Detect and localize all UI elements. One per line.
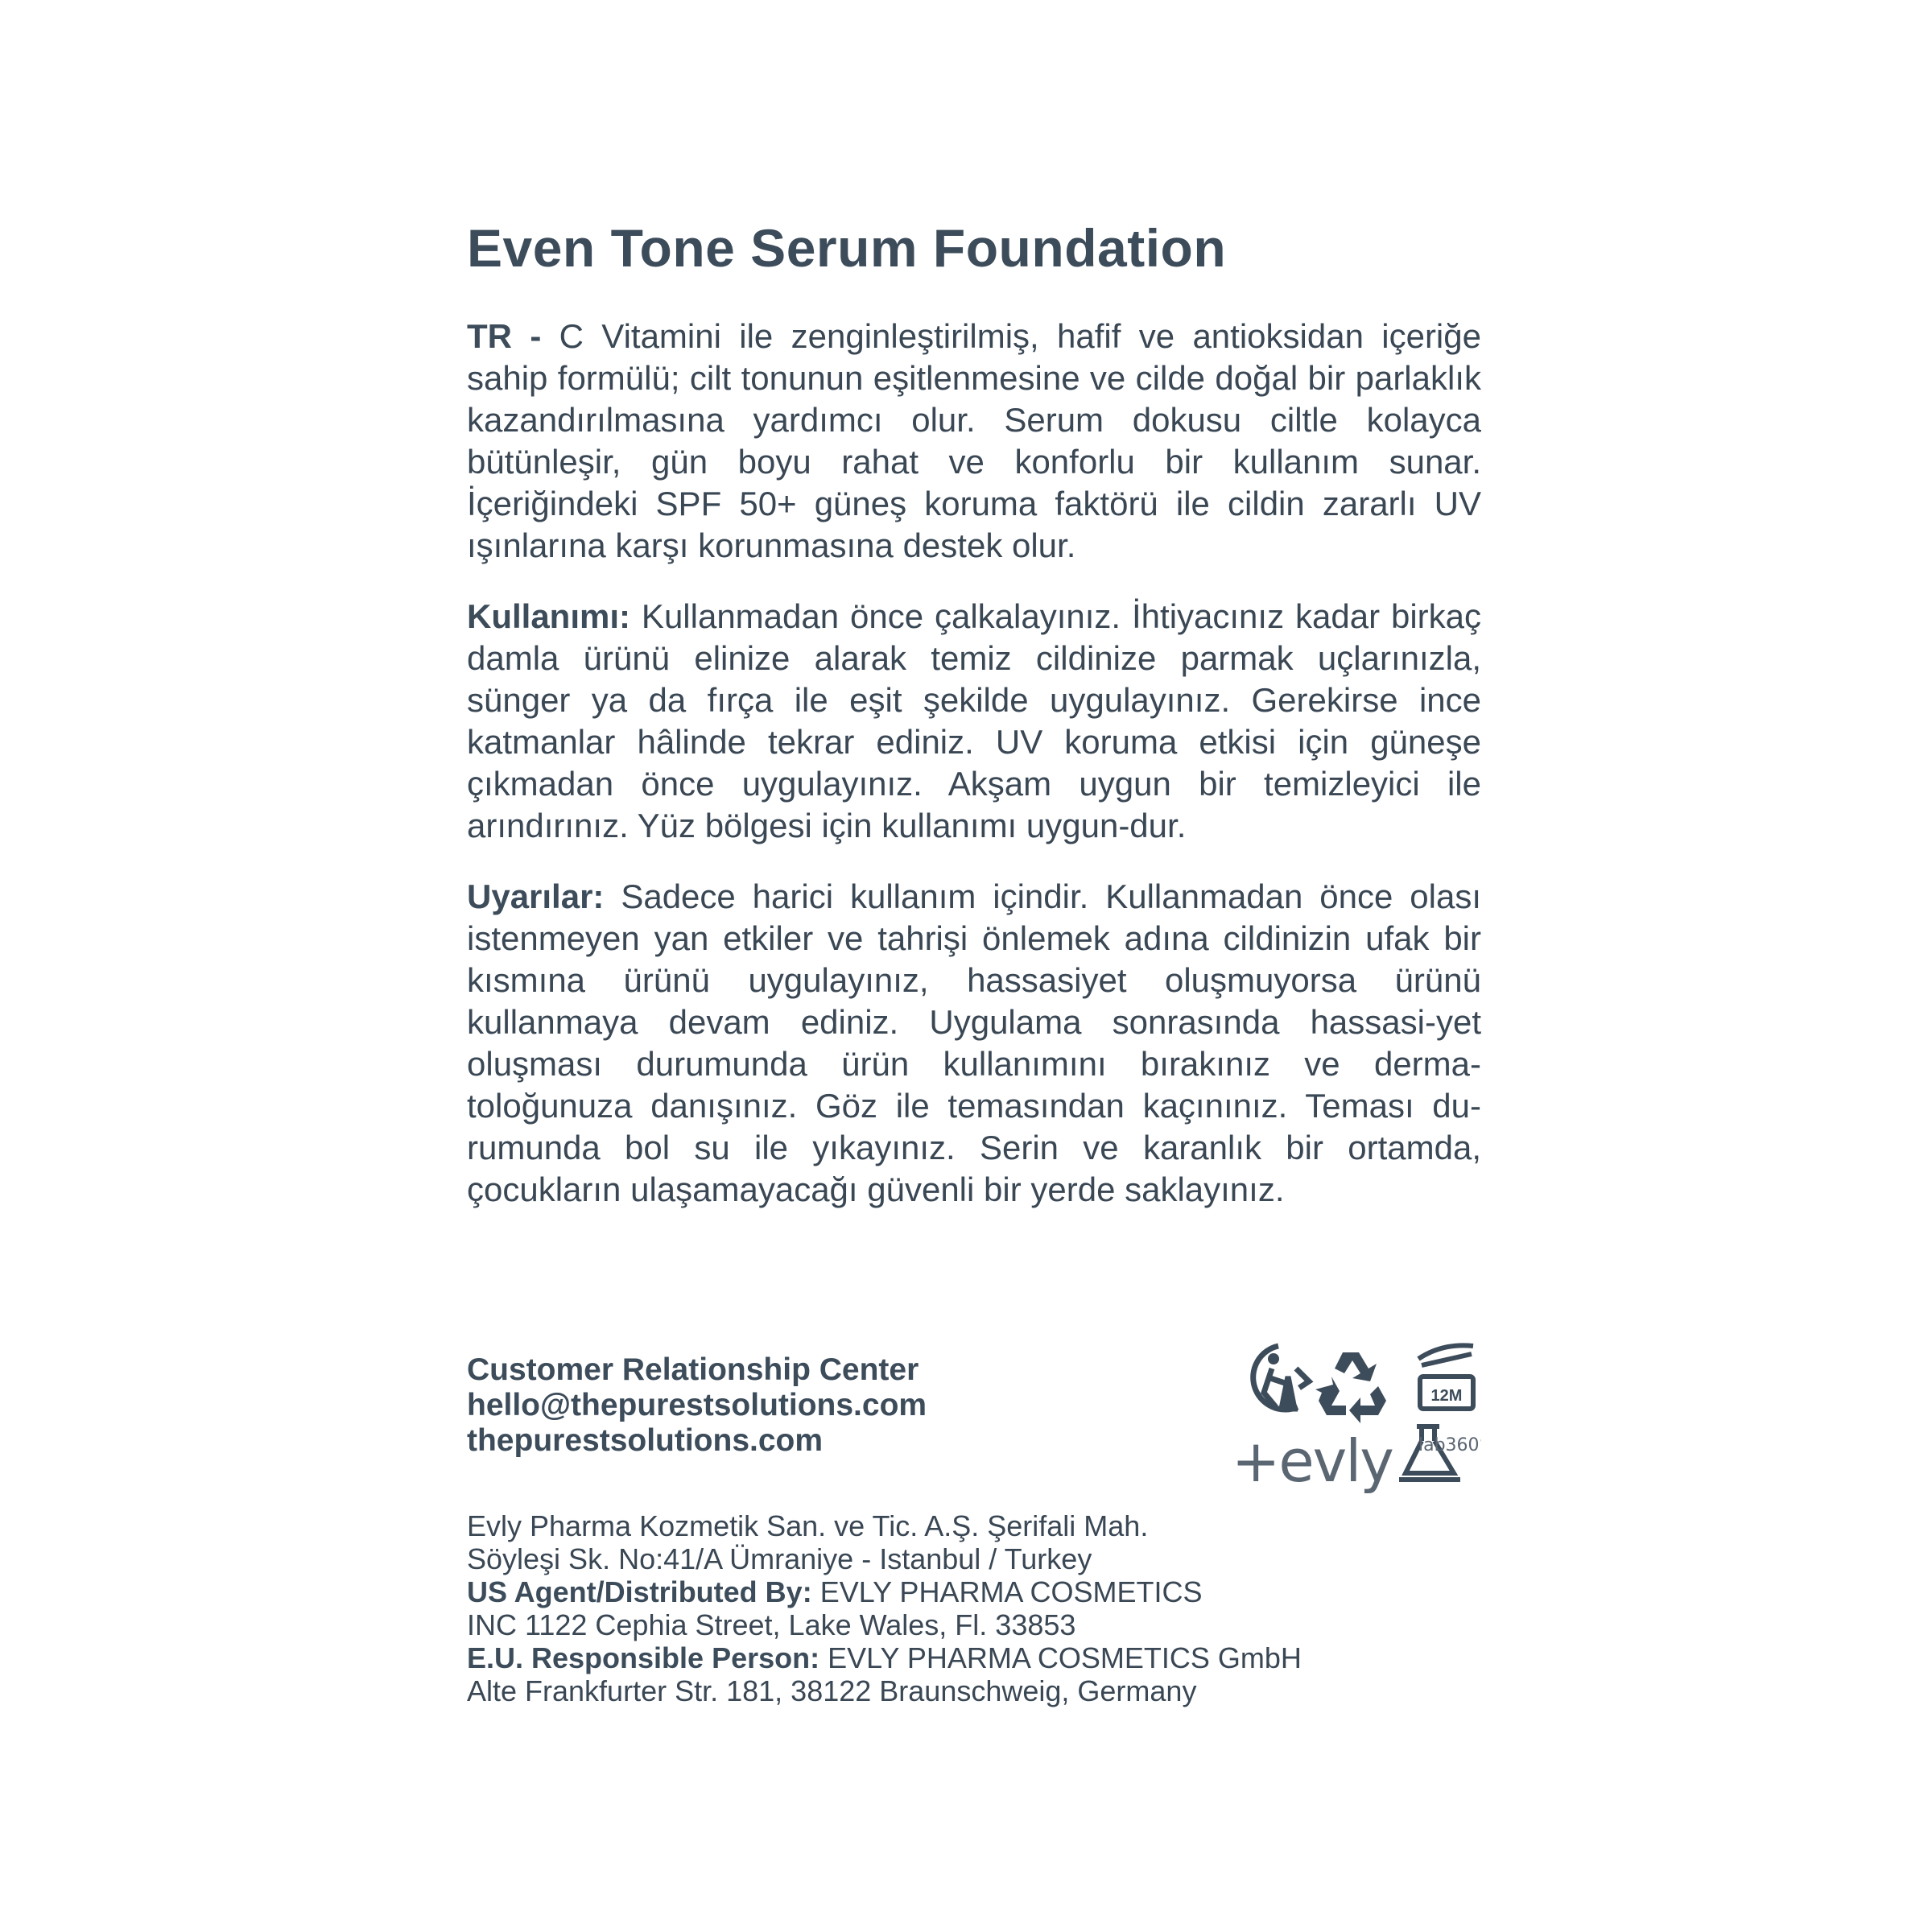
us-agent-text: EVLY PHARMA COSMETICS [811,1575,1203,1608]
product-title: Even Tone Serum Foundation [467,218,1227,278]
customer-website: thepurestsolutions.com [467,1423,824,1458]
pao-label: 12M [1430,1387,1463,1405]
warnings-section [467,876,1481,1211]
manufacturer-address [467,1509,1302,1707]
label-footer [467,1352,1481,1723]
address-line-eu [467,1641,1302,1674]
symbol-group [1232,1336,1481,1505]
symbol-icons [1232,1336,1481,1505]
customer-center [467,1352,927,1459]
eu-person-text: EVLY PHARMA COSMETICS GmbH [819,1641,1302,1674]
description-tr [467,316,1481,567]
evly-logo: +evly [1232,1427,1393,1495]
tidyman-icon [1253,1346,1309,1410]
recycle-icon [1315,1352,1386,1423]
address-line-us [467,1575,1302,1608]
warnings-text: Sadece harici kullanım içindir. Kullanmadan önce olası istenmeyen yan etkiler ve tahrişi önlemek adına cildinizin ufak bir kısmına ürünü uygulayınız, hassasiyet oluşmuyorsa ürünü kullanmaya devam ediniz. Uygulama sonrasında hassasi-yet oluşması durumunda ürün kullanımını bırakınız ve derma-toloğunuza danışınız. Göz ile temasından kaçınınız. Teması du-rumunda bol su ile yıkayınız. Serin ve karanlık bir ortamda, çocukların ulaşamayacağı güvenli bir yerde saklayınız. [467,877,1481,1208]
address-line-4: INC 1122 Cephia Street, Lake Wales, Fl. 33853 [467,1608,1076,1641]
address-line-1: Evly Pharma Kozmetik San. ve Tic. A.Ş. Şerifali Mah. [467,1509,1149,1542]
customer-email: hello@thepurestsolutions.com [467,1388,927,1422]
tr-text: C Vitamini ile zenginleştirilmiş, hafif ve antioksidan içeriğe sahip formülü; cilt tonunun eşitlenmesine ve cilde doğal bir parlaklık kazandırılmasına yardımcı olur. Serum dokusu ciltle kolayca bütünleşir, gün boyu rahat ve konforlu bir kullanım sunar. İçeriğindeki SPF 50+ güneş koruma faktörü ile cildin zararlı UV ışınlarına karşı korunmasına destek olur. [467,317,1481,564]
lab360-text: lab360° [1418,1435,1481,1455]
product-label [467,217,1481,1240]
usage-section [467,596,1481,847]
warnings-label: Uyarılar: [467,877,605,915]
customer-center-heading: Customer Relationship Center [467,1352,919,1387]
address-line-6: Alte Frankfurter Str. 181, 38122 Braunschweig, Germany [467,1674,1197,1707]
eu-person-label: E.U. Responsible Person: [467,1641,820,1674]
tr-label: TR - [467,317,542,355]
address-line-2: Söyleşi Sk. No:41/A Ümraniye - Istanbul / Turkey [467,1542,1092,1575]
usage-text: Kullanmadan önce çalkalayınız. İhtiyacınız kadar birkaç damla ürünü elinize alarak temiz cildinize parmak uçlarınızla, sünger ya da fırça ile eşit şekilde uygulayınız. Gerekirse ince katmanlar hâlinde tekrar ediniz. UV koruma etkisi için güneşe çıkmadan önce uygulayınız. Akşam uygun bir temizleyici ile arındırınız. Yüz bölgesi için kullanımı uygun-dur. [467,597,1481,844]
usage-label: Kullanımı: [467,597,631,635]
us-agent-label: US Agent/Distributed By: [467,1575,812,1608]
